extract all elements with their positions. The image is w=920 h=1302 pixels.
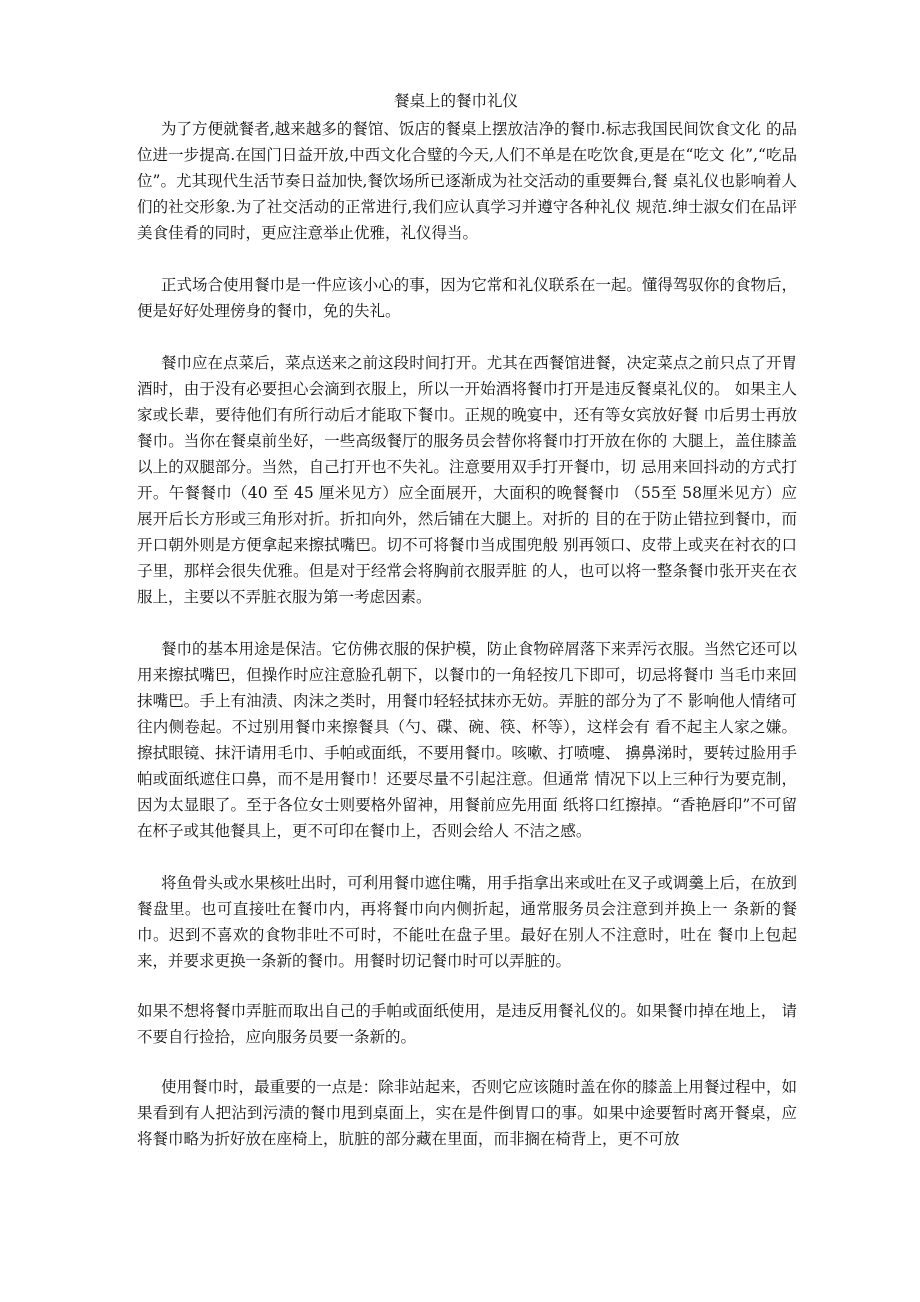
paragraph-spitting-out: 将鱼骨头或水果核吐出时，可利用餐巾遮住嘴，用手指拿出来或吐在叉子或调羹上后，在放到餐盘里。也可直接吐在餐巾内，再将餐巾向内侧折起，通常服务员会注意到并换上一 条新的餐巾。迟到不喜欢的食物非吐不可时，不能吐在盘子里。最好在别人不注意时，吐在 餐巾上包起来，并要求更换一条新的餐巾。用餐时切记餐巾时可以弄脏的。 (137, 874, 797, 970)
paragraph-most-important: 使用餐巾时，最重要的一点是：除非站起来，否则它应该随时盖在你的膝盖上用餐过程中，如果看到有人把沾到污渍的餐巾甩到桌面上，实在是件倒胃口的事。如果中途要暂时离开餐桌，应将餐巾略为折好放在座椅上，肮脏的部分藏在里面，而非搁在椅背上，更不可放 (137, 1078, 797, 1148)
paragraph-handkerchief: 如果不想将餐巾弄脏而取出自己的手帕或面纸使用，是违反用餐礼仪的。如果餐巾掉在地上， 请不要自行捡拾，应向服务员要一条新的。 (137, 1002, 797, 1046)
paragraph-intro: 为了方便就餐者,越来越多的餐馆、饭店的餐桌上摆放洁净的餐巾.标志我国民间饮食文化 的品位进一步提高.在国门日益开放,中西文化合璧的今天,人们不单是在吃饮食,更是在“吃文 化”,“吃品位”。尤其现代生活节奏日益加快,餐饮场所已逐渐成为社交活动的重要舞台,餐 桌礼仪也影响着人们的社交形象.为了社交活动的正常进行,我们应认真学习并遵守各种礼仪 规范.绅士淑女们在品评美食佳肴的同时，更应注意举止优雅，礼仪得当。 (137, 120, 797, 242)
document-title: 餐桌上的餐巾礼仪 (393, 92, 518, 110)
paragraph-basic-use: 餐巾的基本用途是保洁。它仿佛衣服的保护模，防止食物碎屑落下来弄污衣服。当然它还可以用来擦拭嘴巴，但操作时应注意脸孔朝下，以餐巾的一角轻按几下即可，切忌将餐巾 当毛巾来回抹嘴巴。手上有油渍、肉沫之类时，用餐巾轻轻拭抹亦无妨。弄脏的部分为了不 影响他人情绪可往内侧卷起。不过别用餐巾来擦餐具（勺、碟、碗、筷、杯等），这样会有 看不起主人家之嫌。擦拭眼镜、抹汗请用毛巾、手帕或面纸，不要用餐巾。咳嗽、打喷嚏、 擤鼻涕时，要转过脸用手帕或面纸遮住口鼻，而不是用餐巾！还要尽量不引起注意。但通常 情况下以上三种行为要克制，因为太显眼了。至于各位女士则要格外留神，用餐前应先用面 纸将口红擦掉。“香艳唇印”不可留在杯子或其他餐具上，更不可印在餐巾上，否则会给人 不洁之感。 (137, 640, 797, 840)
document-page (137, 88, 797, 1152)
paragraph-formal-occasion: 正式场合使用餐巾是一件应该小心的事，因为它常和礼仪联系在一起。懂得驾驭你的食物后，便是好好处理傍身的餐巾，免的失礼。 (137, 276, 797, 320)
paragraph-when-to-open: 餐巾应在点菜后，菜点送来之前这段时间打开。尤其在西餐馆进餐，决定菜点之前只点了开胃酒时，由于没有必要担心会滴到衣服上，所以一开始酒将餐巾打开是违反餐桌礼仪的。 如果主人家或长辈，要待他们有所行动后才能取下餐巾。正规的晚宴中，还有等女宾放好餐 巾后男士再放餐巾。当你在餐桌前坐好，一些高级餐厅的服务员会替你将餐巾打开放在你的 大腿上，盖住膝盖以上的双腿部分。当然，自己打开也不失礼。注意要用双手打开餐巾，切 忌用来回抖动的方式打开。午餐餐巾（40 至 45 厘米见方）应全面展开，大面积的晚餐餐巾 （55至 58厘米见方）应展开后长方形或三角形对折。折扣向外，然后铺在大腿上。对折的 目的在于防止错拉到餐巾，而开口朝外则是方便拿起来擦拭嘴巴。切不可将餐巾当成围兜般 别再领口、皮带上或夹在衬衣的口子里，那样会很失优雅。但是对于经常会将胸前衣服弄脏 的人，也可以将一整条餐巾张开夹在衣服上，主要以不弄脏衣服为第一考虑因素。 (137, 354, 797, 606)
